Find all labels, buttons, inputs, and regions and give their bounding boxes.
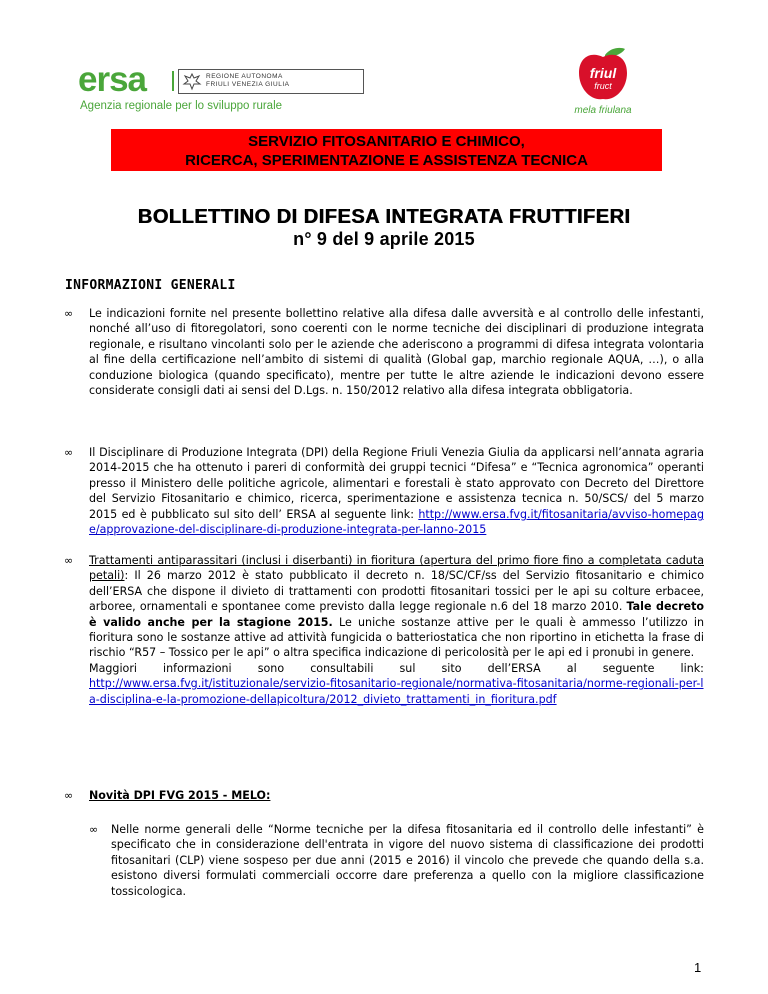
logo-divider [172, 71, 174, 91]
word: link: [680, 661, 704, 675]
bullet-icon: ∞ [64, 446, 74, 459]
bullet-icon: ∞ [64, 789, 74, 802]
paragraph-2 [89, 445, 704, 537]
region-line-2: FRIULI VENEZIA GIULIA [206, 81, 290, 88]
bulletin-title [0, 206, 768, 250]
paragraph-3-underlined: Trattamenti antiparassitari (inclusi i diserbanti) in fioritura (apertura del primo fiore fino a completata caduta petali) [89, 554, 704, 583]
title-line-1: BOLLETTINO DI DIFESA INTEGRATA FRUTTIFERI [137, 206, 631, 228]
ersa-wordmark: ersa [78, 60, 147, 99]
friul-fruct-logo [567, 45, 639, 115]
paragraph-5: Nelle norme generali delle “Norme tecniche per la difesa fitosanitaria ed il controllo delle infestanti” è specificato che in considerazione dell'entrata in vigore del nuovo sistema di classificazione dei prodotti fitosanitari (CLP) viene sospeso per due anni (2015 e 2016) il vincolo che prevede che quando della s.a. esistono diversi formulati commerciali occorre dare preferenza a quello con la migliore classificazione tossicologica. [111, 823, 704, 898]
paragraph-2-text: Il Disciplinare di Produzione Integrata (DPI) della Regione Friuli Venezia Giulia da applicarsi nell’annata agraria 2014-2015 che ha ottenuto i pareri di conformità dei gruppi tecnici “Difesa” e “Tecnica agronomica” operanti presso il Ministero delle politiche agricole, alimentari e forestali è stato approvato con Decreto del Direttore del Servizio Fitosanitario e chimico, ricerca, sperimentazione e assistenza tecnica n. 50/SCS/ del 5 marzo 2015 ed è pubblicato sul sito dell’ ERSA al seguente link: [89, 446, 704, 521]
eagle-crest-icon [182, 72, 202, 91]
apple-logo-icon [567, 45, 639, 105]
page-number: 1 [694, 960, 702, 975]
region-name [206, 73, 289, 89]
paragraph-3-text-1: : Il 26 marzo 2012 è stato pubblicato il decreto n. 18/SC/CF/ss del Servizio fitosanitario e chimico dell’ERSA che dispone il divieto di trattamenti con prodotti fitosanitari tossici per le api su colture erbacee, arboree, ornamentali e spontanee come previsto dalla legge regionale n.6 del 18 marzo 2010. [89, 569, 704, 614]
word: Maggiori [89, 661, 137, 675]
title-line-2: n° 9 del 9 aprile 2015 [293, 229, 475, 249]
ersa-tagline: Agenzia regionale per lo sviluppo rurale [80, 100, 283, 112]
word: sul [399, 661, 416, 675]
banner-line-1: SERVIZIO FITOSANITARIO E CHIMICO, [248, 133, 525, 150]
word: consultabili [310, 661, 374, 675]
friul-logo-word: friul [589, 65, 617, 81]
region-line-1: REGIONE AUTONOMA [206, 73, 283, 80]
friul-tagline: mela friulana [574, 105, 632, 116]
word: al [566, 661, 577, 675]
apicoltura-link[interactable]: http://www.ersa.fvg.it/istituzionale/servizio-fitosanitario-regionale/normativa-fitosanitaria/norme-regionali-per-la-disciplina-e-la-promozione-dellapicoltura/2012_divieto_trattamenti_in_fioritura.pdf [89, 677, 704, 706]
word: dell’ERSA [487, 661, 541, 675]
region-logo [178, 69, 364, 94]
paragraph-3-bold: Tale decreto è valido anche per la stagione 2015. [89, 600, 704, 629]
word: informazioni [163, 661, 232, 675]
bullet-icon: ∞ [89, 823, 99, 836]
bullet-icon: ∞ [64, 554, 74, 567]
paragraph-1: Le indicazioni fornite nel presente bollettino relative alla difesa dalle avversità e al controllo delle infestanti, nonché all’uso di fitoregolatori, sono coerenti con le norme tecniche dei disciplinari di produzione integrata regionale, e risultano vincolanti solo per le aziende che aderiscono a programmi di difesa integrata volontaria al fine della certificazione nell’ambito di sistemi di qualità (Global gap, marchio regionale AQUA, …), o alla conduzione biologica (quando specificato), mentre per tutte le altre aziende le indicazioni devono essere considerate consigli dati ai sensi del D.Lgs. n. 150/2012 relativo alla difesa integrata obbligatoria. [89, 307, 704, 398]
paragraph-3-more-info [89, 661, 704, 676]
word: seguente [602, 661, 655, 675]
dpi-link[interactable]: http://www.ersa.fvg.it/fitosanitaria/avviso-homepage/approvazione-del-disciplinare-di-produzione-integrata-per-lanno-2015 [89, 507, 704, 537]
word: sito [441, 661, 462, 675]
fruct-logo-word: fruct [594, 81, 612, 91]
word: sono [257, 661, 285, 675]
service-banner [111, 129, 662, 171]
ersa-logo [78, 60, 293, 116]
paragraph-3 [89, 553, 704, 707]
section-heading: INFORMAZIONI GENERALI [65, 278, 236, 293]
banner-line-2: RICERCA, SPERIMENTAZIONE E ASSISTENZA TECNICA [185, 152, 588, 169]
bullet-icon: ∞ [64, 307, 74, 320]
paragraph-3-text-2: Le uniche sostanze attive per le quali è ammesso l’utilizzo in fioritura sono le sostanze attive ad attività fungicida o batteriostatica che non riportino in etichetta la frase di rischio “R57 – Tossico per le api” o altra specifica indicazione di pericolosità per le api ed i pronubi in genere. [89, 615, 704, 660]
novita-heading: Novità DPI FVG 2015 - MELO: [89, 789, 271, 802]
